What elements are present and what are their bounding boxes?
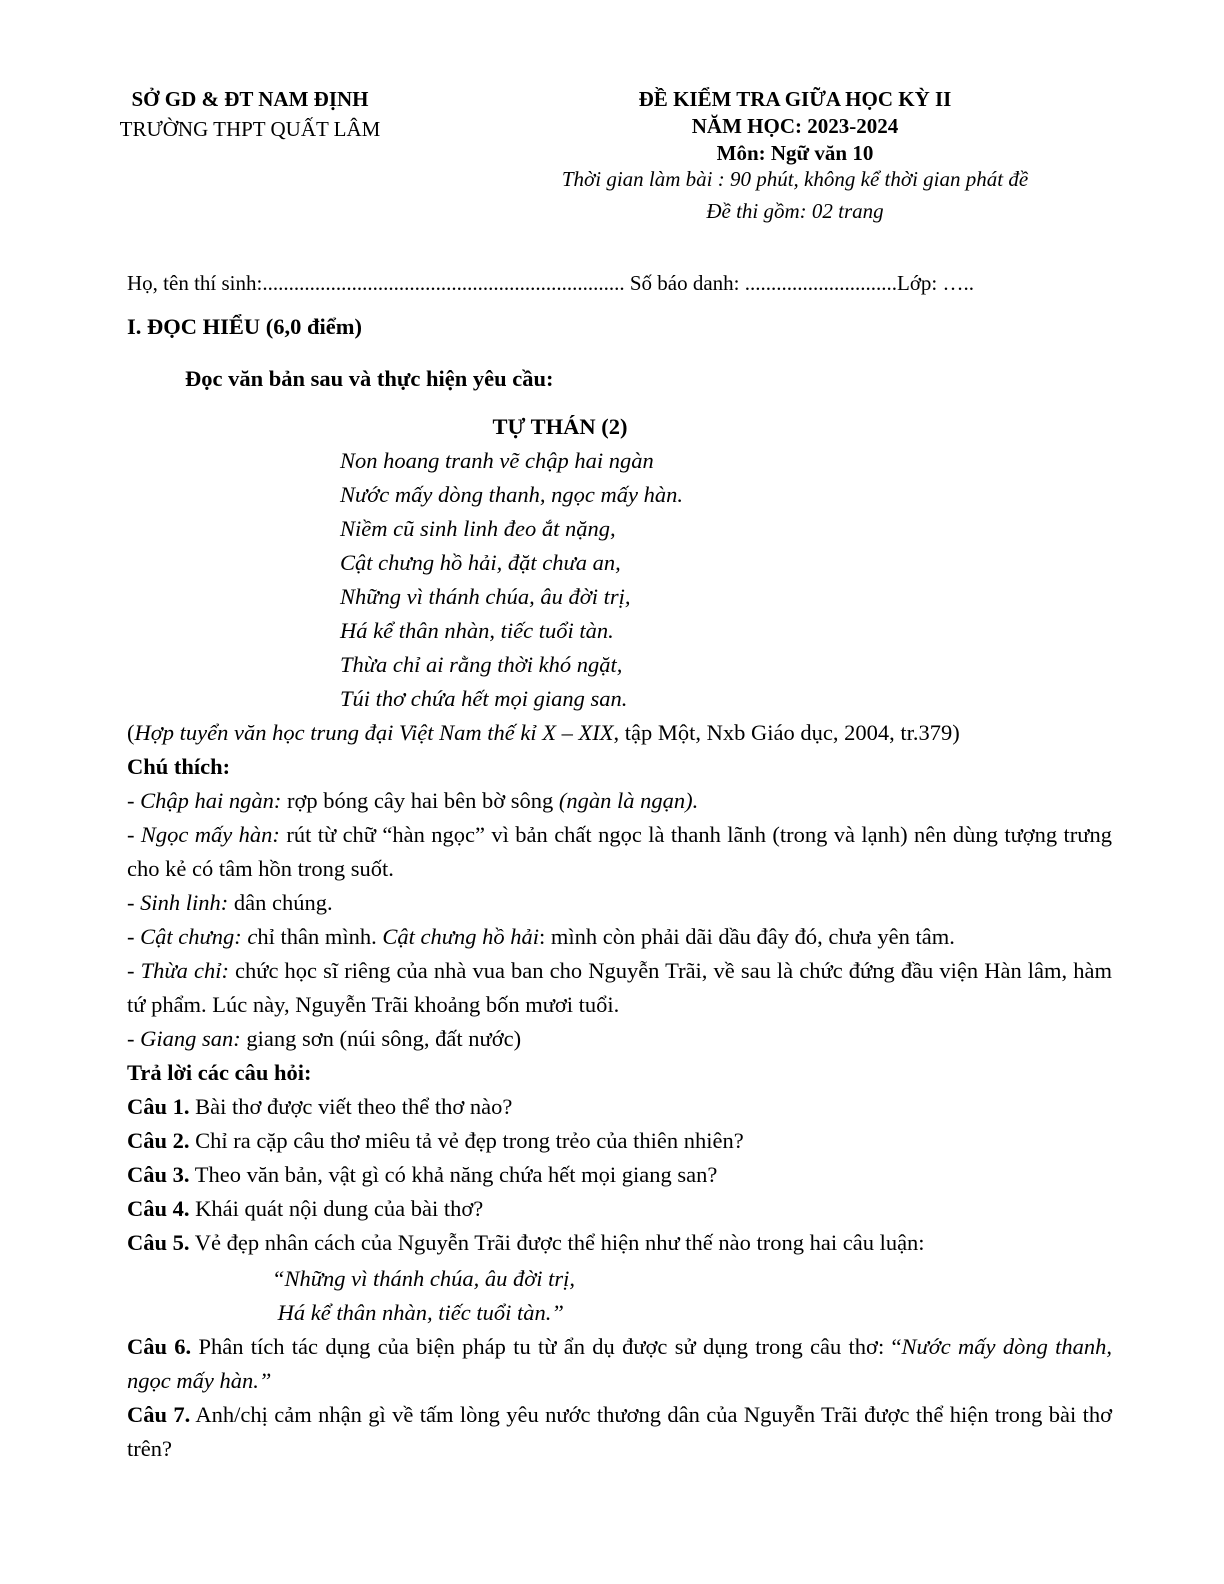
question-quote-inline: Nước mấy dòng thanh, ngọc mấy hàn.” [127,1334,1113,1393]
question-text: Khái quát nội dung của bài thơ? [189,1196,484,1221]
question-text: Phân tích tác dụng của biện pháp tu từ ẩn dụ được sử dụng trong câu thơ: “ [191,1334,902,1359]
note-term: - Chập hai ngàn: [127,788,282,813]
page-count: Đề thi gồm: 02 trang [706,199,884,223]
exam-duration: Thời gian làm bài : 90 phút, không kể thời gian phát đề [561,167,1029,191]
question-text: Bài thơ được viết theo thể thơ nào? [189,1094,513,1119]
citation-details: , tập Một, Nxb Giáo dục, 2004, tr.379) [613,720,960,745]
question-item [127,1398,1112,1466]
poem-line: Nước mấy dòng thanh, ngọc mấy hàn. [340,482,683,507]
question-item [127,1330,1112,1398]
poem-line: Niềm cũ sinh linh đeo ắt nặng, [340,516,616,541]
question-text: Anh/chị cảm nhận gì về tấm lòng yêu nước thương dân của Nguyễn Trãi được thể hiện trong bài thơ trên? [127,1402,1112,1461]
note-term: - Giang san: [127,1026,241,1051]
note-text: rút từ chữ “hàn ngọc” vì bản chất ngọc là thanh lãnh (trong và lạnh) nên dùng tượng trưng cho kẻ có tâm hồn trong suốt. [127,822,1112,881]
citation-book-title: Hợp tuyển văn học trung đại Việt Nam thế kỉ X – XIX [134,720,614,745]
school-name: TRƯỜNG THPT QUẤT LÂM [119,117,381,141]
question-label: Câu 4. [127,1196,190,1221]
question-quote: Há kể thân nhàn, tiếc tuổi tàn.” [272,1300,564,1325]
question-label: Câu 7. [127,1402,191,1427]
source-citation [127,716,960,750]
exam-title: ĐỀ KIỂM TRA GIỮA HỌC KỲ II [638,87,952,111]
note-text: chức học sĩ riêng của nhà vua ban cho Nguyễn Trãi, về sau là chức đứng đầu viện Hàn lâm, hàm tứ phẩm. Lúc này, Nguyễn Trãi khoảng bốn mươi tuổi. [127,958,1112,1017]
question-label: Câu 3. [127,1162,190,1187]
note-text: dân chúng. [228,890,333,915]
note-italic: (ngàn là ngạn). [558,788,699,813]
question-item [127,1192,1112,1226]
note-item [127,818,1112,886]
question-text: Chỉ ra cặp câu thơ miêu tả vẻ đẹp trong trẻo của thiên nhiên? [189,1128,744,1153]
question-text: Theo văn bản, vật gì có khả năng chứa hết mọi giang san? [189,1162,718,1187]
note-item [127,1022,1112,1056]
department-name: SỞ GD & ĐT NAM ĐỊNH [131,87,369,111]
note-item [127,886,1112,920]
question-label: Câu 1. [127,1094,190,1119]
question-label: Câu 5. [127,1230,190,1255]
student-info-line: Họ, tên thí sinh:..................................................................... Số báo danh: .............................Lớp: ….. [127,271,975,295]
poem-title: TỰ THÁN (2) [492,414,628,439]
poem-line: Cật chưng hồ hải, đặt chưa an, [340,550,621,575]
questions-heading: Trả lời các câu hỏi: [127,1060,312,1085]
question-label: Câu 6. [127,1334,192,1359]
question-item [127,1158,1112,1192]
citation-open: ( [127,720,135,745]
question-item [127,1090,1112,1124]
note-text: rợp bóng cây hai bên bờ sông [281,788,559,813]
note-term: - Ngọc mấy hàn: [127,822,280,847]
question-text: Vẻ đẹp nhân cách của Nguyễn Trãi được thể hiện như thế nào trong hai câu luận: [189,1230,925,1255]
note-item [127,784,1112,818]
notes-heading: Chú thích: [127,754,231,779]
question-label: Câu 2. [127,1128,190,1153]
note-text: hỉ thân mình. [257,924,383,949]
poem-line: Túi thơ chứa hết mọi giang san. [340,686,628,711]
question-quote: “Những vì thánh chúa, âu đời trị, [272,1266,576,1291]
school-year: NĂM HỌC: 2023-2024 [691,114,899,138]
poem-line: Há kể thân nhàn, tiếc tuổi tàn. [340,618,614,643]
note-item [127,954,1112,1022]
note-text: : mình còn phải dãi dầu đây đó, chưa yên tâm. [539,924,955,949]
subject: Môn: Ngữ văn 10 [716,141,874,165]
note-term: - Sinh linh: [127,890,229,915]
question-item [127,1226,1112,1260]
poem-line: Những vì thánh chúa, âu đời trị, [340,584,631,609]
reading-instruction: Đọc văn bản sau và thực hiện yêu cầu: [185,366,554,391]
note-term: - Cật chưng: c [127,924,258,949]
poem-line: Non hoang tranh vẽ chập hai ngàn [340,448,654,473]
note-term: - Thừa chỉ: [127,958,229,983]
note-text: giang sơn (núi sông, đất nước) [240,1026,522,1051]
section-heading: I. ĐỌC HIỂU (6,0 điểm) [127,314,362,339]
note-item [127,920,1112,954]
poem-line: Thừa chỉ ai rằng thời khó ngặt, [340,652,623,677]
note-term: Cật chưng hồ hải [382,924,540,949]
question-item [127,1124,1112,1158]
